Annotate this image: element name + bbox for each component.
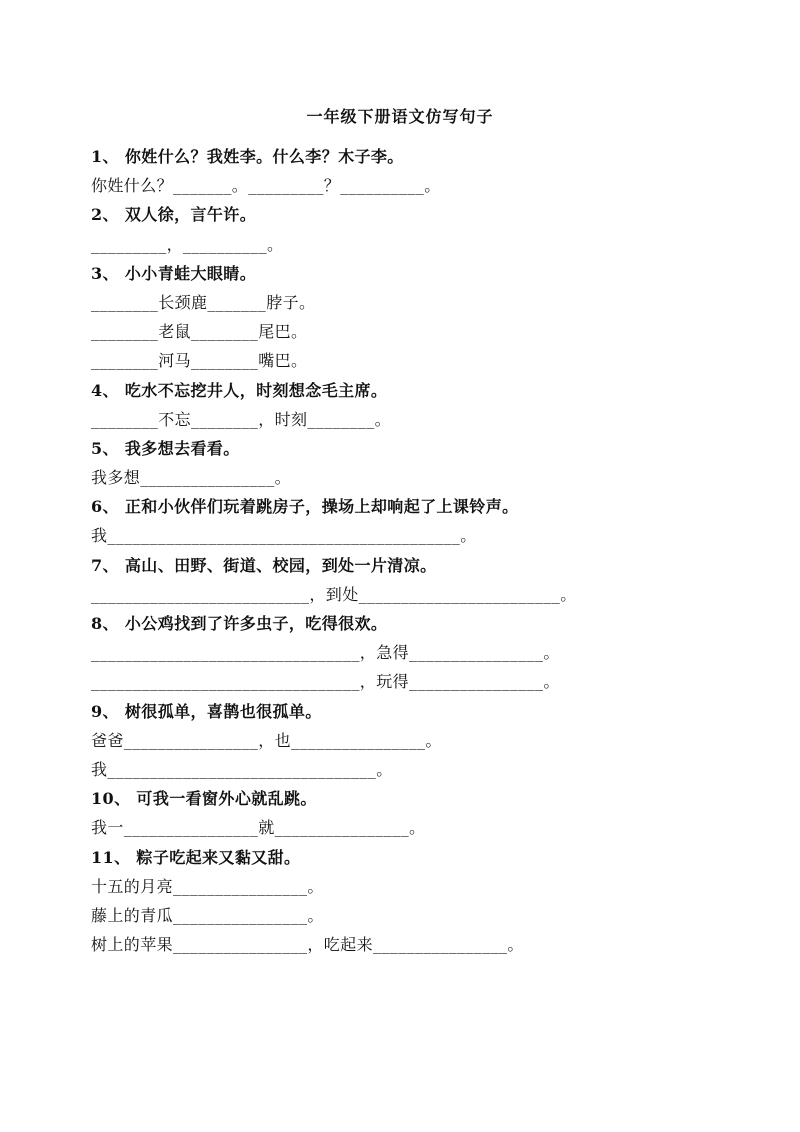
answer-line: 藤上的青瓜________________。 xyxy=(91,905,324,925)
question-line: 7、 高山、田野、街道、校园，到处一片清凉。 xyxy=(91,555,437,575)
question-line: 10、 可我一看窗外心就乱跳。 xyxy=(91,789,317,809)
answer-line: 十五的月亮________________。 xyxy=(91,876,324,896)
answer-line: 树上的苹果________________，吃起来________________。 xyxy=(91,935,524,955)
answer-line: 我多想________________。 xyxy=(91,468,291,488)
answer-line: _________，__________。 xyxy=(91,234,284,254)
answer-line: ________老鼠________尾巴。 xyxy=(91,322,308,342)
question-line: 1、 你姓什么？我姓李。什么李？木子李。 xyxy=(91,147,404,166)
question-line: 11、 粽子吃起来又黏又甜。 xyxy=(91,847,301,867)
answer-line: ________________________________，玩得________________。 xyxy=(91,672,560,692)
question-line: 2、 双人徐，言午许。 xyxy=(91,205,257,225)
answer-line: ________不忘________，时刻________。 xyxy=(91,409,391,429)
answer-line: ________________________________，急得________________。 xyxy=(91,643,560,663)
answer-line: 我一________________就________________。 xyxy=(91,818,426,838)
question-line: 8、 小公鸡找到了许多虫子，吃得很欢。 xyxy=(91,614,388,633)
answer-line: 你姓什么？_______。_________？__________。 xyxy=(91,176,441,196)
answer-line: ________长颈鹿_______脖子。 xyxy=(91,292,316,312)
page-title: 一年级下册语文仿写句子 xyxy=(306,107,494,126)
question-line: 5、 我多想去看看。 xyxy=(91,438,240,458)
answer-line: 我________________________________。 xyxy=(91,759,393,779)
answer-line: __________________________，到处________________________。 xyxy=(91,584,577,604)
question-line: 9、 树很孤单，喜鹊也很孤单。 xyxy=(91,701,322,721)
question-line: 4、 吃水不忘挖井人，时刻想念毛主席。 xyxy=(91,380,388,400)
answer-line: 爸爸________________，也________________。 xyxy=(91,730,442,750)
question-line: 3、 小小青蛙大眼睛。 xyxy=(91,263,257,283)
exercise-list xyxy=(91,142,731,959)
answer-line: 我__________________________________________。 xyxy=(91,526,477,546)
answer-line: ________河马________嘴巴。 xyxy=(91,351,308,371)
question-line: 6、 正和小伙伴们玩着跳房子，操场上却响起了上课铃声。 xyxy=(91,497,519,517)
